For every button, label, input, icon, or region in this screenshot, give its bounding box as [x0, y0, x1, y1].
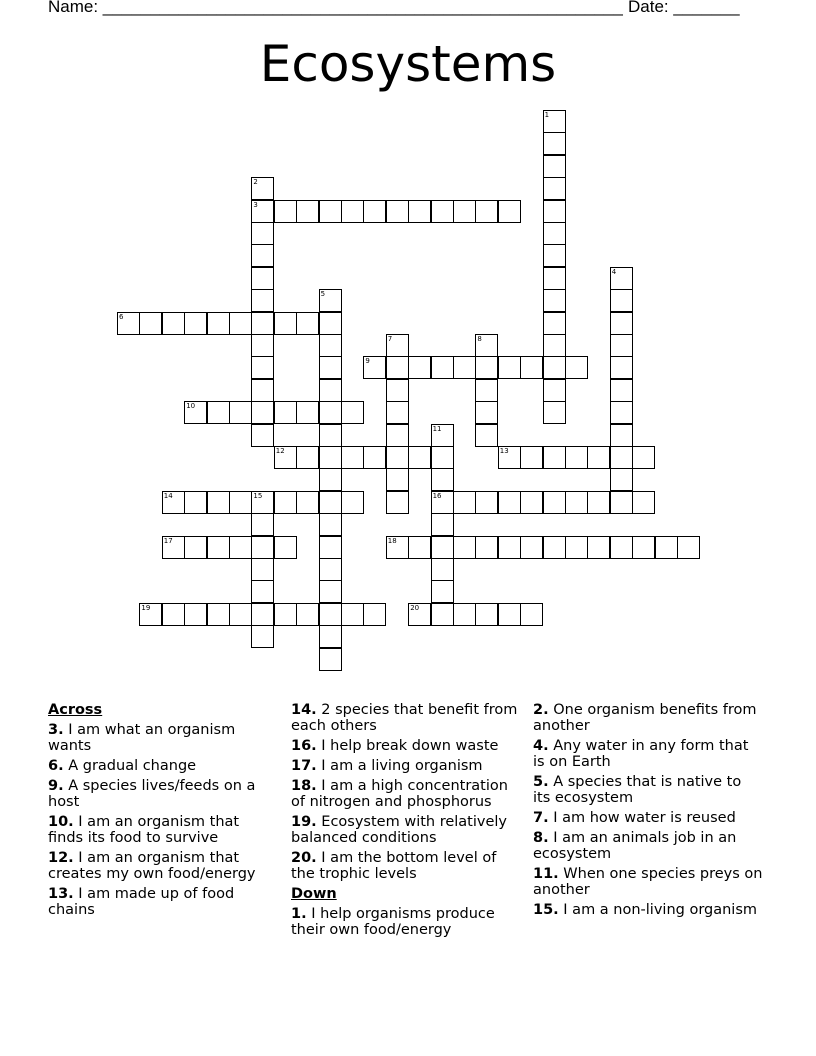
grid-cell[interactable] [610, 267, 633, 290]
grid-cell[interactable] [520, 491, 543, 514]
grid-cell[interactable] [587, 536, 610, 559]
clue-item [533, 738, 763, 770]
grid-cell[interactable] [453, 356, 476, 379]
clue-item [291, 738, 523, 754]
clue-item [533, 774, 763, 806]
grid-cell[interactable] [363, 446, 386, 469]
clue-text: I am an animals job in an ecosystem [533, 830, 737, 862]
grid-cell[interactable] [543, 446, 566, 469]
grid-cell[interactable] [610, 379, 633, 402]
grid-cell[interactable] [475, 379, 498, 402]
grid-cell[interactable] [319, 401, 342, 424]
grid-cell[interactable] [431, 603, 454, 626]
grid-cell[interactable] [475, 401, 498, 424]
grid-cell[interactable] [453, 536, 476, 559]
grid-cell[interactable] [363, 200, 386, 223]
grid-cell[interactable] [498, 491, 521, 514]
grid-cell[interactable] [610, 289, 633, 312]
clue-item [533, 702, 763, 734]
grid-cell[interactable] [274, 446, 297, 469]
clue-number: 9. [48, 778, 64, 794]
grid-cell[interactable] [565, 446, 588, 469]
clue-item [533, 810, 763, 826]
clue-item [291, 702, 523, 734]
grid-cell[interactable] [498, 603, 521, 626]
grid-cell[interactable] [319, 513, 342, 536]
clue-item [291, 778, 523, 810]
cell-number: 15 [253, 491, 263, 500]
grid-cell[interactable] [543, 401, 566, 424]
grid-cell[interactable] [319, 648, 342, 671]
clue-text: I am a non-living organism [558, 902, 758, 918]
grid-cell[interactable] [431, 424, 454, 447]
grid-cell[interactable] [543, 267, 566, 290]
grid-cell[interactable] [251, 424, 274, 447]
grid-cell[interactable] [386, 446, 409, 469]
grid-cell[interactable] [319, 424, 342, 447]
grid-cell[interactable] [408, 200, 431, 223]
clue-number: 14. [291, 702, 317, 718]
grid-cell[interactable] [543, 222, 566, 245]
grid-cell[interactable] [341, 491, 364, 514]
grid-cell[interactable] [498, 200, 521, 223]
grid-cell[interactable] [251, 379, 274, 402]
grid-cell[interactable] [319, 491, 342, 514]
grid-cell[interactable] [543, 177, 566, 200]
grid-cell[interactable] [251, 580, 274, 603]
grid-cell[interactable] [543, 289, 566, 312]
clue-item [291, 850, 523, 882]
clue-number: 15. [533, 902, 559, 918]
grid-cell[interactable] [296, 446, 319, 469]
grid-cell[interactable] [386, 200, 409, 223]
clue-text: Any water in any form that is on Earth [533, 738, 749, 770]
clue-text: A species that is native to its ecosystem [533, 774, 742, 806]
grid-cell[interactable] [341, 603, 364, 626]
clue-number: 7. [533, 810, 549, 826]
grid-cell[interactable] [207, 536, 230, 559]
grid-cell[interactable] [431, 558, 454, 581]
cell-number: 14 [163, 491, 173, 500]
grid-cell[interactable] [610, 446, 633, 469]
grid-cell[interactable] [565, 536, 588, 559]
grid-cell[interactable] [207, 491, 230, 514]
cell-number: 4 [611, 267, 617, 276]
grid-cell[interactable] [431, 491, 454, 514]
grid-cell[interactable] [498, 446, 521, 469]
grid-cell[interactable] [341, 401, 364, 424]
grid-cell[interactable] [543, 356, 566, 379]
clue-item [291, 906, 523, 938]
grid-cell[interactable] [431, 513, 454, 536]
grid-cell[interactable] [251, 244, 274, 267]
clue-text: I am made up of food chains [48, 886, 235, 918]
clue-number: 13. [48, 886, 74, 902]
clue-number: 11. [533, 866, 559, 882]
cell-number: 10 [186, 402, 196, 411]
grid-cell[interactable] [610, 401, 633, 424]
grid-cell[interactable] [453, 200, 476, 223]
grid-cell[interactable] [319, 446, 342, 469]
grid-cell[interactable] [341, 446, 364, 469]
grid-cell[interactable] [543, 155, 566, 178]
grid-cell[interactable] [251, 513, 274, 536]
clue-number: 3. [48, 722, 64, 738]
clue-number: 17. [291, 758, 317, 774]
clue-number: 4. [533, 738, 549, 754]
cell-number: 9 [365, 357, 370, 366]
grid-cell[interactable] [520, 446, 543, 469]
cell-number: 2 [253, 178, 258, 187]
grid-cell[interactable] [520, 603, 543, 626]
grid-cell[interactable] [543, 536, 566, 559]
clue-text: 2 species that benefit from each others [291, 702, 518, 734]
clue-text: I am an organism that creates my own food/energy [48, 850, 256, 882]
date-field[interactable]: Date: _______ [628, 0, 740, 16]
grid-cell[interactable] [274, 401, 297, 424]
grid-cell[interactable] [251, 177, 274, 200]
clue-text: One organism benefits from another [533, 702, 757, 734]
cell-number: 5 [320, 290, 326, 299]
grid-cell[interactable] [162, 603, 185, 626]
grid-cell[interactable] [207, 603, 230, 626]
grid-cell[interactable] [319, 558, 342, 581]
grid-cell[interactable] [632, 446, 655, 469]
grid-cell[interactable] [386, 379, 409, 402]
grid-cell[interactable] [184, 491, 207, 514]
grid-cell[interactable] [386, 356, 409, 379]
grid-cell[interactable] [386, 468, 409, 491]
cell-number: 1 [544, 111, 550, 119]
grid-cell[interactable] [498, 356, 521, 379]
grid-cell[interactable] [386, 401, 409, 424]
clue-text: I am a high concentration of nitrogen and phosphorus [291, 778, 508, 810]
grid-cell[interactable] [363, 603, 386, 626]
grid-cell[interactable] [184, 312, 207, 335]
grid-cell[interactable] [251, 222, 274, 245]
grid-cell[interactable] [408, 446, 431, 469]
cell-number: 16 [432, 491, 442, 500]
grid-cell[interactable] [296, 312, 319, 335]
grid-cell[interactable] [632, 491, 655, 514]
grid-cell[interactable] [139, 312, 162, 335]
grid-cell[interactable] [319, 200, 342, 223]
grid-cell[interactable] [229, 401, 252, 424]
grid-cell[interactable] [184, 401, 207, 424]
clues-column-3 [533, 702, 763, 922]
grid-cell[interactable] [251, 536, 274, 559]
grid-cell[interactable] [475, 536, 498, 559]
grid-cell[interactable] [319, 334, 342, 357]
grid-cell[interactable] [565, 356, 588, 379]
clue-text: A gradual change [63, 758, 197, 774]
cell-number: 17 [163, 536, 173, 545]
grid-cell[interactable] [543, 110, 566, 133]
grid-cell[interactable] [610, 424, 633, 447]
clue-item [48, 778, 276, 810]
grid-cell[interactable] [251, 625, 274, 648]
grid-cell[interactable] [319, 289, 342, 312]
clues-column-1 [48, 702, 276, 922]
grid-cell[interactable] [655, 536, 678, 559]
grid-cell[interactable] [251, 603, 274, 626]
clue-text: I help break down waste [316, 738, 499, 754]
clue-item [48, 758, 276, 774]
grid-cell[interactable] [475, 200, 498, 223]
grid-cell[interactable] [251, 312, 274, 335]
grid-cell[interactable] [431, 536, 454, 559]
grid-cell[interactable] [251, 356, 274, 379]
clue-number: 16. [291, 738, 317, 754]
clue-item [533, 902, 763, 918]
grid-cell[interactable] [587, 446, 610, 469]
grid-cell[interactable] [475, 424, 498, 447]
grid-cell[interactable] [296, 491, 319, 514]
grid-cell[interactable] [431, 200, 454, 223]
grid-cell[interactable] [453, 603, 476, 626]
grid-cell[interactable] [408, 356, 431, 379]
grid-cell[interactable] [498, 536, 521, 559]
grid-cell[interactable] [677, 536, 700, 559]
grid-cell[interactable] [565, 491, 588, 514]
grid-cell[interactable] [319, 625, 342, 648]
grid-cell[interactable] [296, 200, 319, 223]
clue-number: 1. [291, 906, 307, 922]
grid-cell[interactable] [251, 289, 274, 312]
clue-text: I am a living organism [316, 758, 483, 774]
grid-cell[interactable] [543, 244, 566, 267]
header-line [48, 0, 768, 19]
cell-number: 13 [499, 447, 509, 455]
grid-cell[interactable] [431, 356, 454, 379]
name-field[interactable]: Name: _______________________________________________________ [48, 0, 623, 16]
cell-number: 11 [432, 424, 442, 433]
grid-cell[interactable] [453, 491, 476, 514]
grid-cell[interactable] [319, 379, 342, 402]
grid-cell[interactable] [162, 536, 185, 559]
clue-item [533, 866, 763, 898]
clue-text: A species lives/feeds on a host [48, 778, 256, 810]
clue-text: I help organisms produce their own food/energy [291, 906, 495, 938]
clue-number: 12. [48, 850, 74, 866]
grid-cell[interactable] [296, 603, 319, 626]
grid-cell[interactable] [475, 334, 498, 357]
clue-text: I am the bottom level of the trophic levels [291, 850, 497, 882]
grid-cell[interactable] [274, 603, 297, 626]
grid-cell[interactable] [632, 536, 655, 559]
grid-cell[interactable] [319, 536, 342, 559]
clue-text: I am how water is reused [548, 810, 736, 826]
clue-item [291, 814, 523, 846]
grid-cell[interactable] [251, 558, 274, 581]
grid-cell[interactable] [431, 580, 454, 603]
clue-item [48, 850, 276, 882]
down-heading: Down [291, 886, 337, 902]
grid-cell[interactable] [386, 491, 409, 514]
cell-number: 7 [387, 335, 393, 343]
clue-text: I am an organism that finds its food to survive [48, 814, 240, 846]
grid-cell[interactable] [543, 334, 566, 357]
clue-number: 6. [48, 758, 64, 774]
grid-cell[interactable] [274, 536, 297, 559]
clue-text: When one species preys on another [533, 866, 763, 898]
grid-cell[interactable] [475, 603, 498, 626]
grid-cell[interactable] [229, 312, 252, 335]
grid-cell[interactable] [363, 356, 386, 379]
grid-cell[interactable] [543, 132, 566, 155]
grid-cell[interactable] [610, 334, 633, 357]
across-heading: Across [48, 702, 103, 718]
grid-cell[interactable] [162, 312, 185, 335]
grid-cell[interactable] [520, 356, 543, 379]
grid-cell[interactable] [207, 312, 230, 335]
cell-number: 20 [410, 603, 420, 612]
clue-number: 8. [533, 830, 549, 846]
grid-cell[interactable] [229, 491, 252, 514]
clue-item [48, 886, 276, 918]
grid-cell[interactable] [475, 356, 498, 379]
grid-cell[interactable] [610, 536, 633, 559]
grid-cell[interactable] [610, 468, 633, 491]
cell-number: 19 [141, 603, 151, 612]
clues-column-2 [291, 702, 523, 942]
clue-item [48, 814, 276, 846]
cell-number: 8 [477, 335, 482, 343]
grid-cell[interactable] [386, 334, 409, 357]
grid-cell[interactable] [184, 536, 207, 559]
grid-cell[interactable] [139, 603, 162, 626]
grid-cell[interactable] [251, 491, 274, 514]
grid-cell[interactable] [319, 580, 342, 603]
grid-cell[interactable] [543, 312, 566, 335]
clue-number: 5. [533, 774, 549, 790]
grid-cell[interactable] [274, 200, 297, 223]
grid-cell[interactable] [543, 200, 566, 223]
grid-cell[interactable] [251, 267, 274, 290]
cell-number: 18 [387, 536, 397, 545]
grid-cell[interactable] [431, 468, 454, 491]
grid-cell[interactable] [386, 536, 409, 559]
grid-cell[interactable] [319, 468, 342, 491]
cell-number: 3 [253, 200, 258, 209]
grid-cell[interactable] [610, 356, 633, 379]
cell-number: 12 [275, 447, 285, 455]
grid-cell[interactable] [610, 312, 633, 335]
clue-item [533, 830, 763, 862]
grid-cell[interactable] [251, 200, 274, 223]
grid-cell[interactable] [184, 603, 207, 626]
grid-cell[interactable] [162, 491, 185, 514]
grid-cell[interactable] [610, 491, 633, 514]
clue-item [48, 722, 276, 754]
grid-cell[interactable] [251, 401, 274, 424]
grid-cell[interactable] [207, 401, 230, 424]
grid-cell[interactable] [475, 491, 498, 514]
grid-cell[interactable] [341, 200, 364, 223]
clue-number: 20. [291, 850, 317, 866]
page-title: Ecosystems [259, 35, 557, 93]
grid-cell[interactable] [386, 424, 409, 447]
clue-text: I am what an organism wants [48, 722, 236, 754]
grid-cell[interactable] [587, 491, 610, 514]
grid-cell[interactable] [408, 603, 431, 626]
grid-cell[interactable] [543, 491, 566, 514]
grid-cell[interactable] [229, 603, 252, 626]
grid-cell[interactable] [520, 536, 543, 559]
grid-cell[interactable] [319, 356, 342, 379]
grid-cell[interactable] [274, 491, 297, 514]
grid-cell[interactable] [431, 446, 454, 469]
grid-cell[interactable] [319, 312, 342, 335]
grid-cell[interactable] [296, 401, 319, 424]
grid-cell[interactable] [319, 603, 342, 626]
clue-number: 10. [48, 814, 74, 830]
grid-cell[interactable] [117, 312, 140, 335]
clue-number: 19. [291, 814, 317, 830]
clue-item [291, 758, 523, 774]
grid-cell[interactable] [251, 334, 274, 357]
grid-cell[interactable] [229, 536, 252, 559]
cell-number: 6 [119, 312, 124, 321]
clue-number: 2. [533, 702, 549, 718]
grid-cell[interactable] [274, 312, 297, 335]
clue-number: 18. [291, 778, 317, 794]
grid-cell[interactable] [543, 379, 566, 402]
clue-text: Ecosystem with relatively balanced conditions [291, 814, 508, 846]
grid-cell[interactable] [408, 536, 431, 559]
